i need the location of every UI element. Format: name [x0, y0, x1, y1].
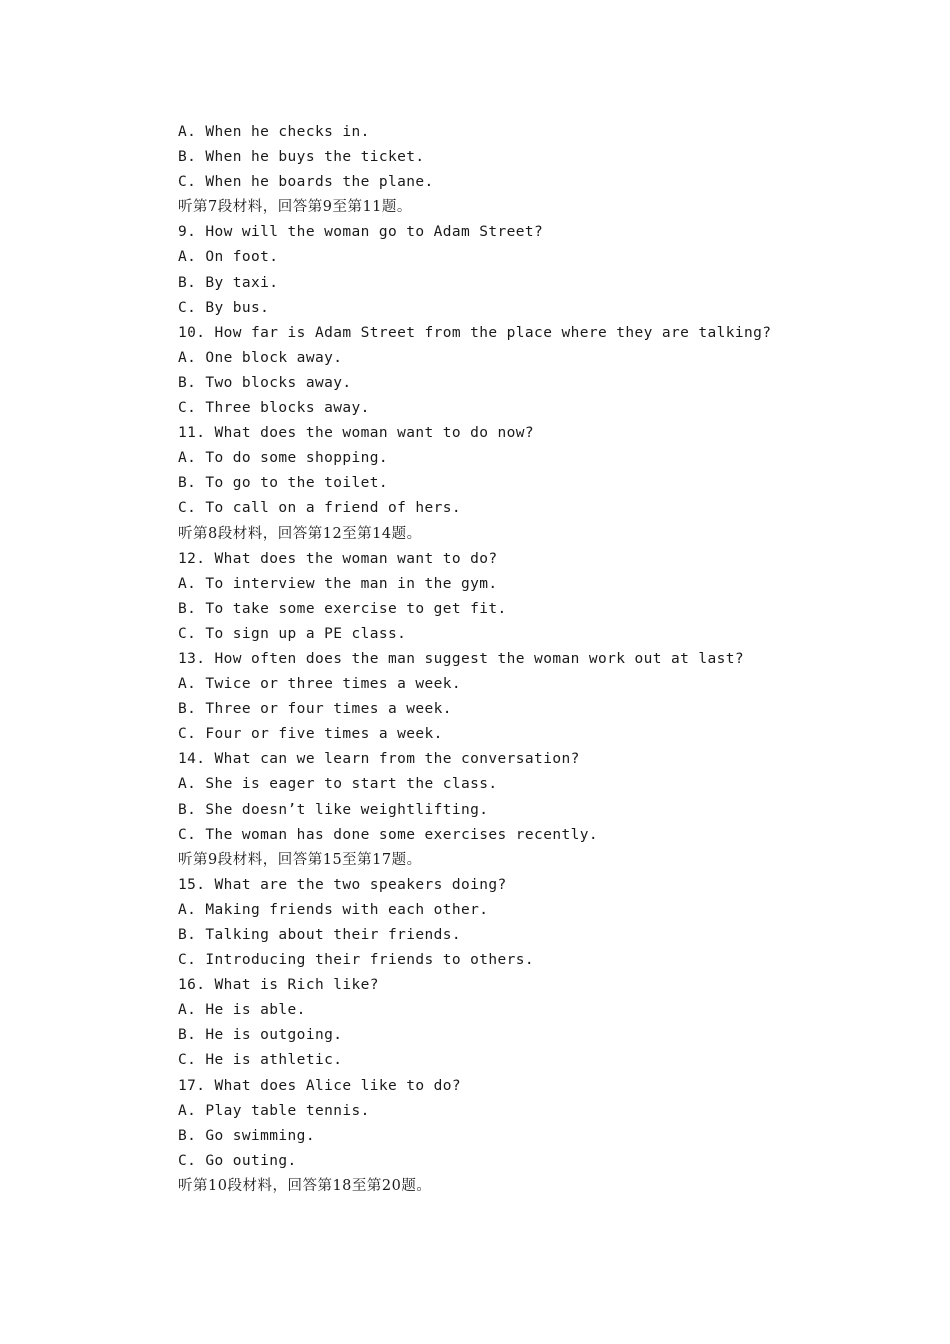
option-line: C. Three blocks away. [178, 400, 370, 417]
question-line: 10. How far is Adam Street from the place where they are talking? [178, 324, 772, 341]
option-line: B. Two blocks away. [178, 374, 352, 391]
option-line: C. Introducing their friends to others. [178, 952, 535, 969]
option-line: A. Play table tennis. [178, 1102, 370, 1119]
option-line: B. She doesn’t like weightlifting. [178, 801, 489, 818]
option-line: A. One block away. [178, 349, 343, 366]
section-heading: 听第7段材料，回答第9至第11题。 [178, 199, 412, 216]
option-line: A. Making friends with each other. [178, 901, 489, 918]
section-heading: 听第8段材料，回答第12至第14题。 [178, 525, 422, 542]
question-line: 9. How will the woman go to Adam Street? [178, 224, 544, 241]
option-line: B. Talking about their friends. [178, 927, 462, 943]
option-line: B. To go to the toilet. [178, 475, 388, 492]
option-line: A. She is eager to start the class. [178, 776, 498, 793]
option-line: B. Three or four times a week. [178, 701, 452, 718]
option-line: A. He is able. [178, 1002, 306, 1019]
option-line: B. To take some exercise to get fit. [178, 600, 507, 617]
option-line: A. On foot. [178, 249, 279, 266]
option-line: C. Go outing. [178, 1152, 297, 1169]
option-line: C. He is athletic. [178, 1052, 343, 1069]
option-line: C. By bus. [178, 299, 270, 316]
question-line: 12. What does the woman want to do? [178, 550, 498, 567]
question-line: 17. What does Alice like to do? [178, 1077, 462, 1094]
option-line: C. The woman has done some exercises recently. [178, 826, 598, 843]
section-heading: 听第9段材料，回答第15至第17题。 [178, 851, 422, 868]
option-line: A. To do some shopping. [178, 450, 388, 467]
question-line: 16. What is Rich like? [178, 977, 379, 994]
question-line: 15. What are the two speakers doing? [178, 876, 507, 893]
question-line: 13. How often does the man suggest the woman work out at last? [178, 650, 745, 667]
option-line: A. To interview the man in the gym. [178, 575, 498, 592]
section-heading: 听第10段材料，回答第18至第20题。 [178, 1177, 432, 1194]
option-line: C. Four or five times a week. [178, 726, 443, 743]
option-line: A. When he checks in. [178, 124, 370, 140]
option-line: B. When he buys the ticket. [178, 149, 425, 166]
option-line: B. Go swimming. [178, 1127, 315, 1144]
option-line: B. By taxi. [178, 274, 279, 291]
question-line: 14. What can we learn from the conversation? [178, 751, 580, 768]
document-body [178, 120, 878, 1199]
option-line: C. When he boards the plane. [178, 174, 434, 191]
option-line: C. To call on a friend of hers. [178, 500, 462, 517]
document-page [178, 120, 878, 1199]
question-line: 11. What does the woman want to do now? [178, 425, 535, 442]
option-line: B. He is outgoing. [178, 1027, 343, 1044]
option-line: C. To sign up a PE class. [178, 625, 407, 642]
option-line: A. Twice or three times a week. [178, 676, 462, 693]
